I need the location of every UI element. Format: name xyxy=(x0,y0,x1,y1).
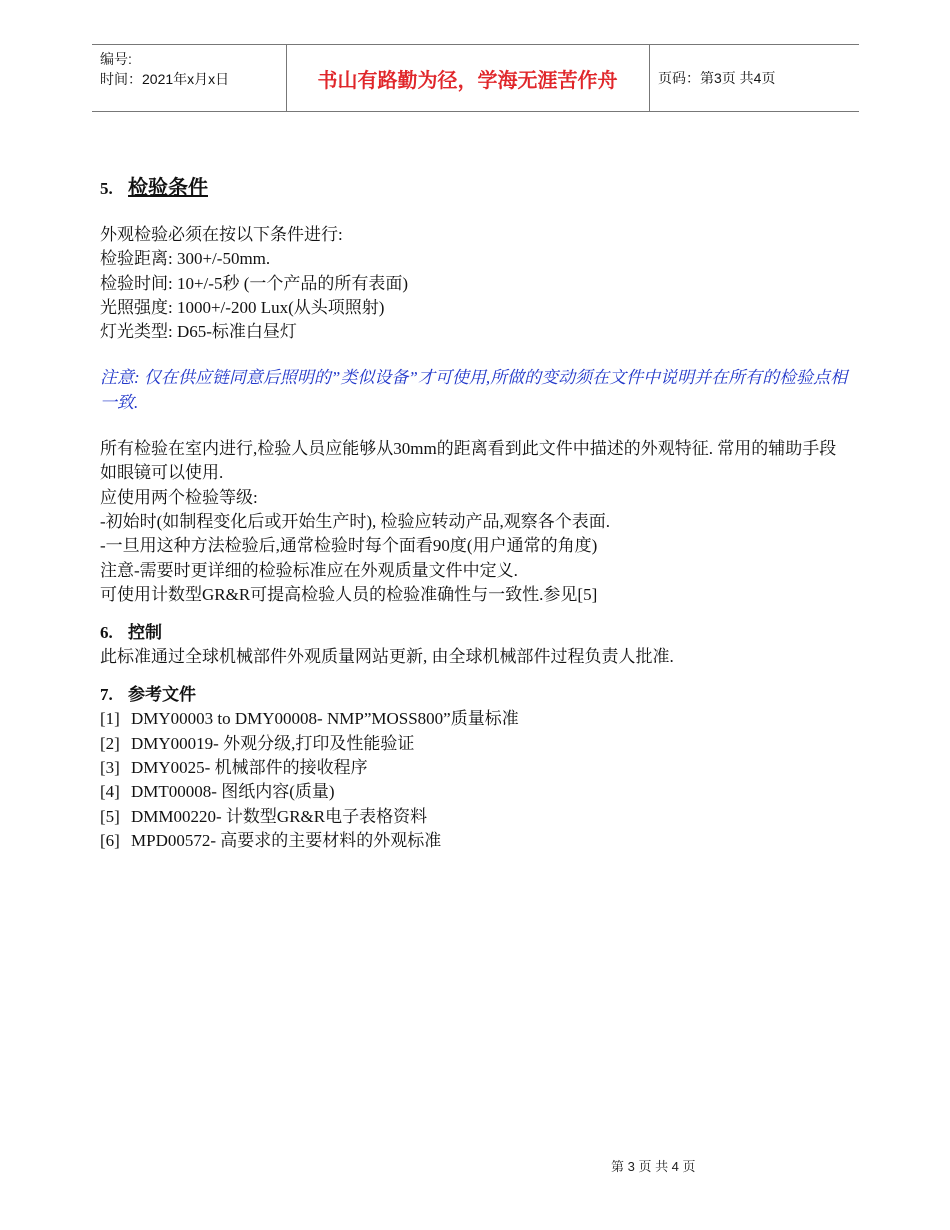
reference-number: [1] xyxy=(100,709,120,729)
section-title: 控制 xyxy=(128,623,162,644)
paragraph-line: -初始时(如制程变化后或开始生产时), 检验应转动产品,观察各个表面. xyxy=(100,511,610,531)
time-label: 时间：2021年x月x日 xyxy=(100,71,230,87)
header-page-info: 页码：第3页 共4页 xyxy=(658,70,776,86)
section-5-heading xyxy=(100,175,850,201)
header-motto: 书山有路勤为径，学海无涯苦作舟 xyxy=(317,67,618,92)
document-body xyxy=(100,175,850,853)
condition-line: 光照强度: 1000+/-200 Lux(从头项照射) xyxy=(100,297,385,317)
section-title: 检验条件 xyxy=(128,175,208,199)
code-label: 编号: xyxy=(100,51,132,67)
paragraph-line: 可使用计数型GR&R可提高检验人员的检验准确性与一致性.参见[5] xyxy=(100,584,598,604)
section-7-heading xyxy=(100,683,850,707)
reference-text: MPD00572- 高要求的主要材料的外观标准 xyxy=(131,830,442,850)
control-text: 此标准通过全球机械部件外观质量网站更新, 由全球机械部件过程负责人批准. xyxy=(100,647,674,667)
paragraph-line: 所有检验在室内进行,检验人员应能够从30mm的距离看到此文件中描述的外观特征. 常用的辅助手段如眼镜可以使用. xyxy=(100,439,837,483)
reference-item xyxy=(100,780,850,804)
condition-line: 灯光类型: D65-标准白昼灯 xyxy=(100,322,297,342)
reference-item xyxy=(100,756,850,780)
reference-number: [6] xyxy=(100,830,120,850)
reference-text: DMT00008- 图纸内容(质量) xyxy=(131,782,335,802)
reference-item xyxy=(100,732,850,756)
reference-item xyxy=(100,707,850,731)
paragraph-line: 注意-需要时更详细的检验标准应在外观质量文件中定义. xyxy=(100,560,518,580)
reference-number: [2] xyxy=(100,733,120,753)
condition-line: 外观检验必须在按以下条件进行: xyxy=(100,225,343,244)
paragraph-line: 应使用两个检验等级: xyxy=(100,487,258,507)
reference-text: DMY00003 to DMY00008- NMP”MOSS800”质量标准 xyxy=(131,709,519,729)
section-number: 7. xyxy=(100,685,113,705)
reference-item xyxy=(100,829,850,853)
reference-text: DMM00220- 计数型GR&R电子表格资料 xyxy=(131,806,428,826)
reference-text: DMY00019- 外观分级,打印及性能验证 xyxy=(131,733,415,753)
section-number: 5. xyxy=(100,179,113,198)
paragraph-line: -一旦用这种方法检验后,通常检验时每个面看90度(用户通常的角度) xyxy=(100,536,598,556)
header-meta xyxy=(100,49,229,89)
section-number: 6. xyxy=(100,623,113,643)
section-6-heading xyxy=(100,621,850,645)
reference-number: [4] xyxy=(100,782,120,802)
note-text: 仅在供应链同意后照明的”类似设备”才可使用,所做的变动须在文件中说明并在所有的检验点相一致. xyxy=(100,368,848,412)
page-footer: 第 3 页 共 4 页 xyxy=(611,1159,696,1174)
condition-line: 检验距离: 300+/-50mm. xyxy=(100,249,271,269)
reference-text: DMY0025- 机械部件的接收程序 xyxy=(131,758,368,778)
reference-item xyxy=(100,805,850,829)
section-title: 参考文件 xyxy=(128,685,196,706)
reference-number: [5] xyxy=(100,806,120,826)
reference-number: [3] xyxy=(100,758,120,778)
header-divider xyxy=(649,45,650,111)
condition-line: 检验时间: 10+/-5秒 (一个产品的所有表面) xyxy=(100,273,409,293)
note-paragraph xyxy=(100,366,850,415)
page-header xyxy=(92,44,859,112)
note-label: 注意: xyxy=(100,368,140,388)
